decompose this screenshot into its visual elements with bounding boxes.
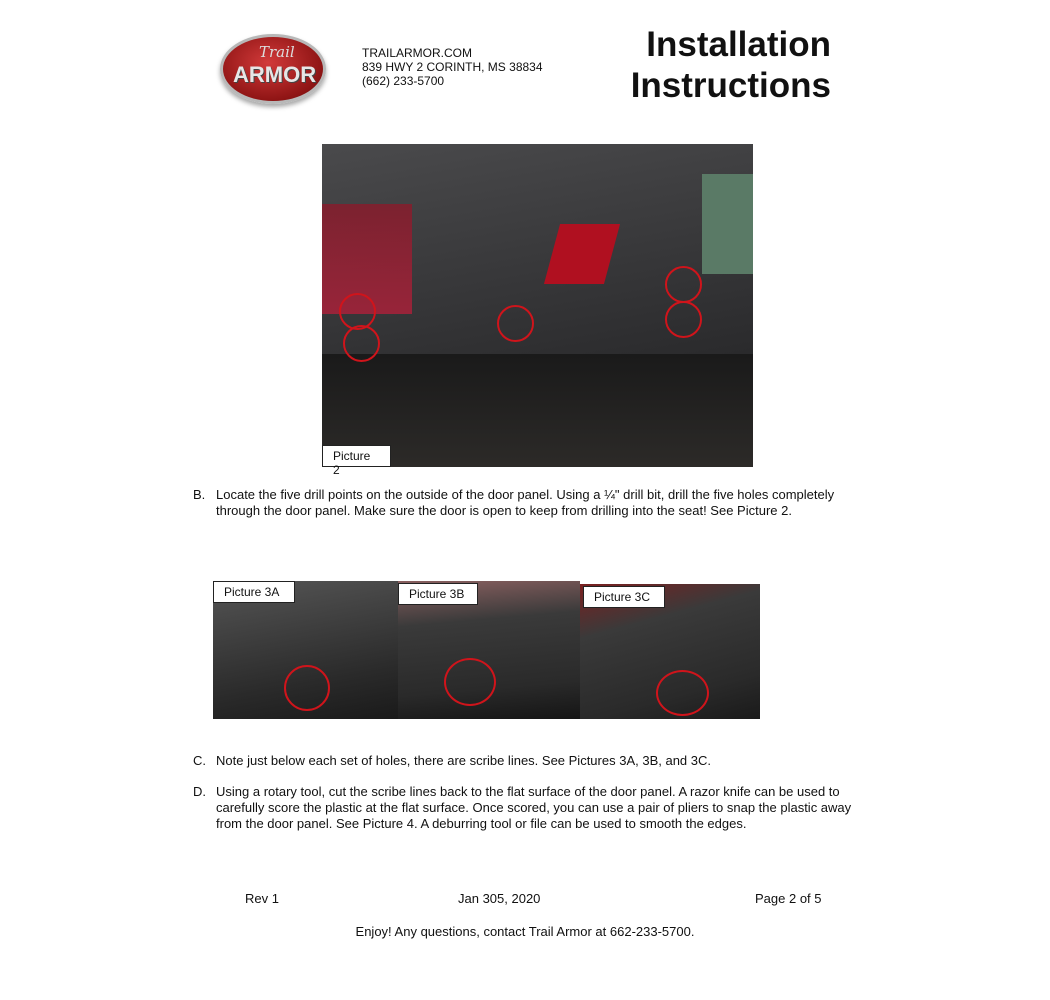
step-label: B. xyxy=(193,487,206,502)
logo-script: Trail xyxy=(259,43,295,61)
picture-3c-photo xyxy=(580,584,760,719)
step-label: C. xyxy=(193,753,206,768)
logo-block: ARMOR xyxy=(233,62,317,87)
picture-3b-caption: Picture 3B xyxy=(398,583,478,605)
page-title xyxy=(631,24,831,106)
phone: (662) 233-5700 xyxy=(362,74,445,88)
drill-point-circle xyxy=(665,266,702,303)
step-text: Locate the five drill points on the outside of the door panel. Using a ¼" drill bit, drill the five holes completely through the door panel. Make sure the door is open to keep from drilling into the seat! See Picture 2. xyxy=(216,487,835,518)
picture-2-caption: Picture 2 xyxy=(322,445,391,467)
step-d xyxy=(193,784,853,832)
step-b xyxy=(193,487,853,519)
company-address xyxy=(362,46,543,88)
trail-armor-logo xyxy=(220,34,326,104)
contact-line: Enjoy! Any questions, contact Trail Armor at 662-233-5700. xyxy=(355,924,695,939)
drill-point-circle xyxy=(497,305,534,342)
revision-date: Jan 305, 2020 xyxy=(458,891,541,906)
step-text: Note just below each set of holes, there are scribe lines. See Pictures 3A, 3B, and 3C. xyxy=(216,753,711,768)
green-part xyxy=(702,174,753,274)
drill-point-circle xyxy=(665,301,702,338)
drill-point-circle xyxy=(343,325,380,362)
picture-3c-caption: Picture 3C xyxy=(583,586,665,608)
title-line-2: Instructions xyxy=(630,66,831,105)
picture-2-photo xyxy=(322,144,753,477)
page-number: Page 2 of 5 xyxy=(755,891,822,906)
title-line-1: Installation xyxy=(646,25,831,64)
street-address: 839 HWY 2 CORINTH, MS 38834 xyxy=(362,60,543,74)
scribe-line-circle xyxy=(444,658,496,706)
scribe-line-circle xyxy=(656,670,709,716)
website: TRAILARMOR.COM xyxy=(362,46,473,60)
step-text: Using a rotary tool, cut the scribe lines back to the flat surface of the door panel. A razor knife can be used to carefully score the plastic at the flat surface. Once scored, you can use a pair of pliers to snap the plastic away from the door panel. See Picture 4. A deburring tool or file can be used to smooth the edges. xyxy=(216,784,852,831)
scribe-line-circle xyxy=(284,665,330,711)
revision: Rev 1 xyxy=(245,891,279,906)
picture-3b-photo xyxy=(398,581,580,719)
step-label: D. xyxy=(193,784,206,799)
picture-3a-photo xyxy=(213,581,398,719)
step-c xyxy=(193,753,853,769)
picture-3a-caption: Picture 3A xyxy=(213,581,295,603)
